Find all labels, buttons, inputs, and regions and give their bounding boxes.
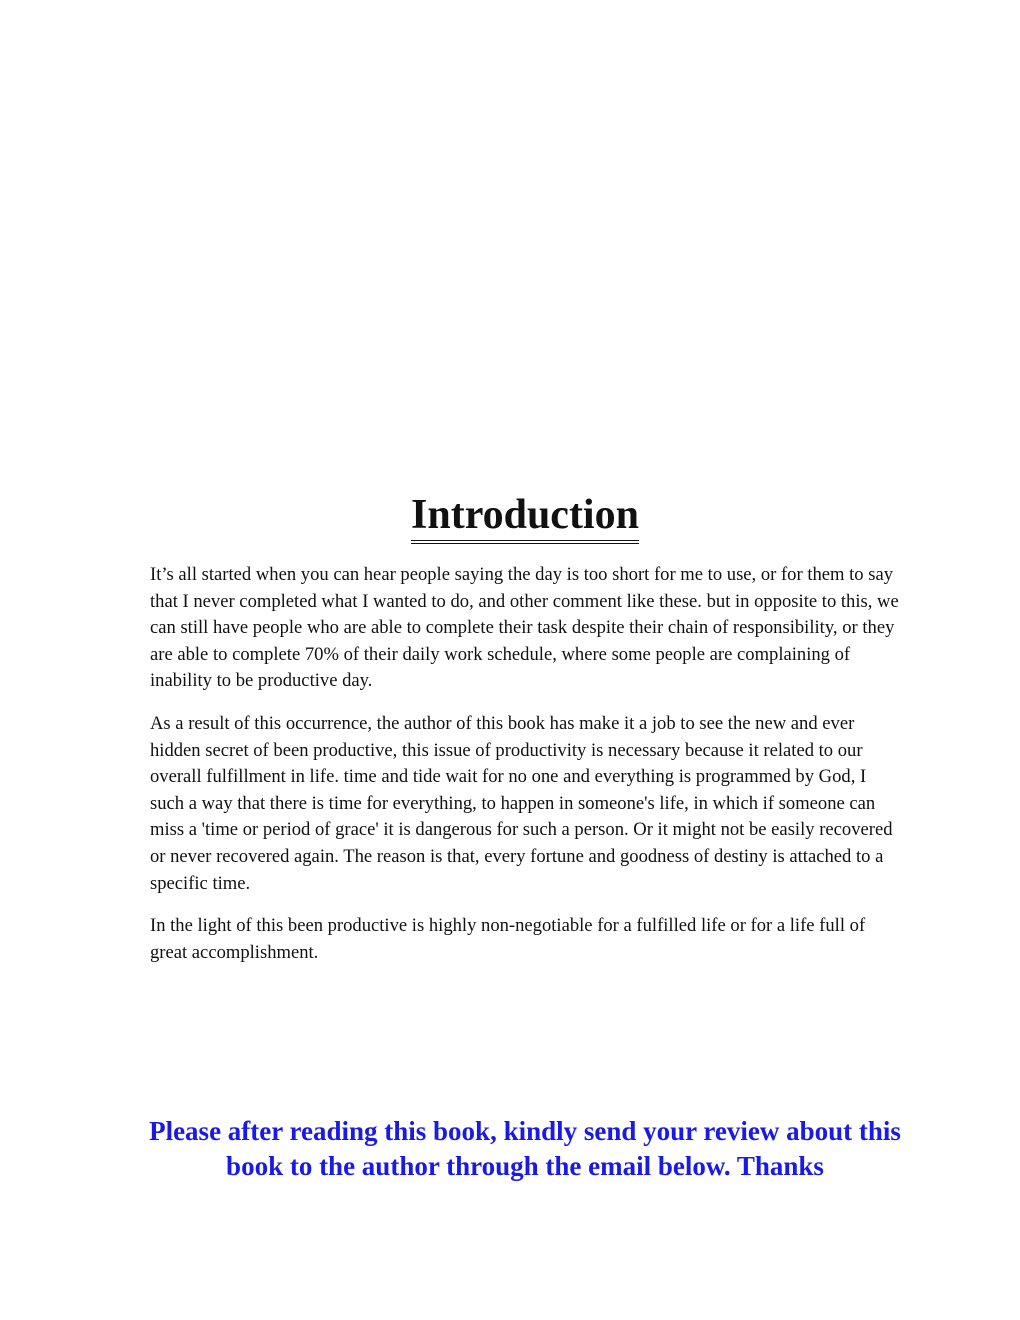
review-request-note: Please after reading this book, kindly send your review about this book to the author through the email below. Thanks bbox=[149, 1116, 901, 1181]
page-title-text: Introduction bbox=[411, 492, 639, 544]
page-title bbox=[0, 488, 1020, 544]
paragraph: As a result of this occurrence, the author of this book has make it a job to see the new and ever hidden secret of been productive, this issue of productivity is necessary because it related to our overall fulfillment in life. time and tide wait for no one and everything is programmed by God, I such a way that there is time for everything, to happen in someone's life, in which if someone can miss a 'time or period of grace' it is dangerous for such a person. Or it might not be easily recovered or never recovered again. The reason is that, every fortune and goodness of destiny is attached to a specific time. bbox=[150, 712, 893, 894]
paragraph: In the light of this been productive is highly non-negotiable for a fulfilled life or for a life full of great accomplishment. bbox=[150, 915, 866, 963]
paragraph: It’s all started when you can hear people saying the day is too short for me to use, or for them to say that I never completed what I wanted to do, and other comment like these. but in opposite to this, we can still have people who are able to complete their task despite their chain of responsibility, or they are able to complete 70% of their daily work schedule, where some people are complaining of inability to be productive day. bbox=[150, 564, 899, 692]
body-text bbox=[150, 562, 902, 982]
